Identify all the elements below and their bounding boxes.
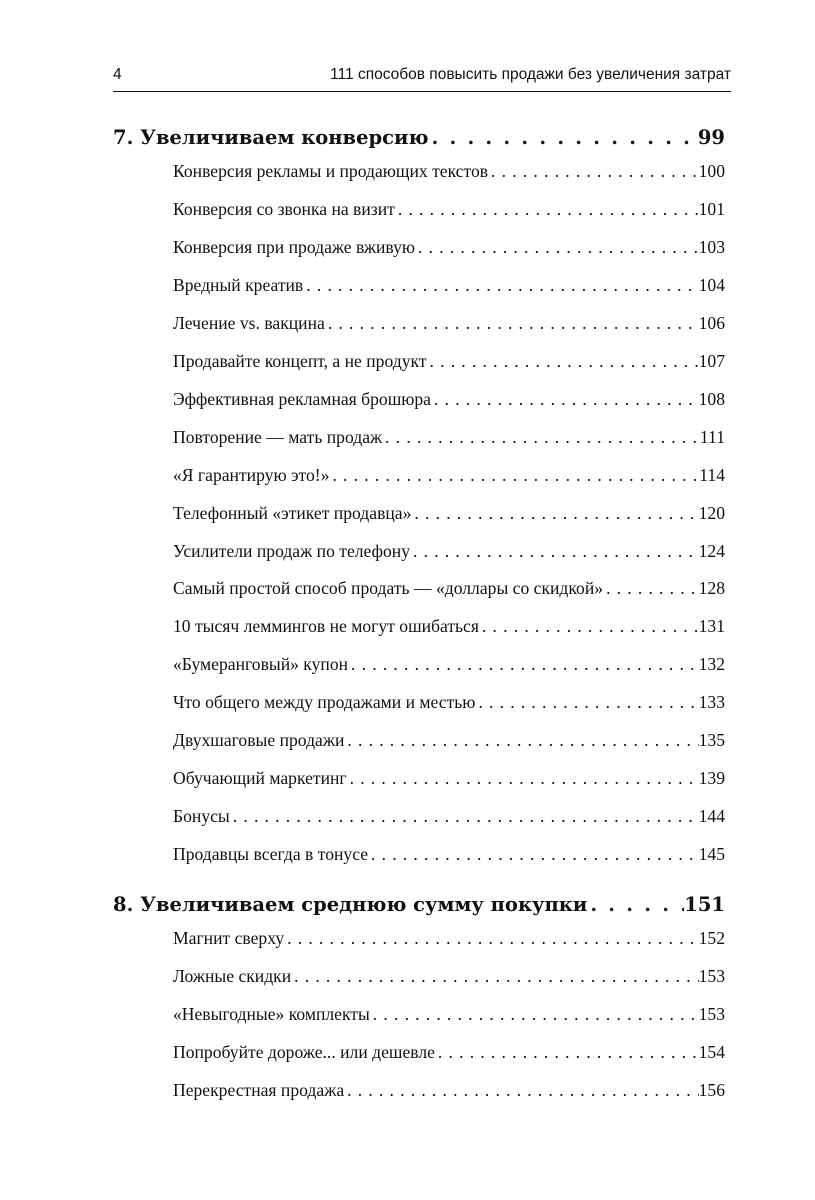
toc-entry[interactable]: [173, 503, 725, 529]
toc-entry[interactable]: [173, 427, 725, 453]
toc-entry[interactable]: [173, 1080, 725, 1106]
toc-entry-title: Обучающий маркетинг: [173, 768, 347, 788]
toc-entry[interactable]: [173, 578, 725, 604]
toc-entry-title: 10 тысяч леммингов не могут ошибаться: [173, 616, 479, 636]
toc-entry-title: Повторение — мать продаж: [173, 427, 383, 447]
toc-entry[interactable]: [173, 928, 725, 954]
toc-entry[interactable]: [173, 654, 725, 680]
toc-page-number: 135: [698, 730, 725, 750]
dot-leader: [368, 844, 699, 865]
dot-leader: [291, 966, 698, 987]
dot-leader: [344, 730, 698, 751]
dot-leader: [428, 126, 697, 149]
toc-entry-title: Продавцы всегда в тонусе: [173, 844, 369, 864]
toc-entry-title: Конверсия рекламы и продающих текстов: [173, 161, 489, 181]
toc-page-number: 154: [698, 1042, 725, 1062]
toc-page-number: 144: [698, 806, 725, 826]
toc-entry[interactable]: [173, 389, 725, 415]
toc-chapter-title: 8. Увеличиваем среднюю сумму покупки: [113, 893, 588, 916]
toc-entry-title: «Я гарантирую это!»: [173, 465, 330, 485]
toc-entry-title: Вредный креатив: [173, 275, 304, 295]
dot-leader: [348, 654, 699, 675]
toc-entry[interactable]: [173, 844, 725, 870]
toc-entry[interactable]: [173, 541, 725, 567]
dot-leader: [230, 806, 699, 827]
toc-entry[interactable]: [173, 161, 725, 187]
toc-page-number: 156: [698, 1080, 725, 1100]
dot-leader: [325, 313, 699, 334]
toc-entry-title: Что общего между продажами и местью: [173, 692, 476, 712]
toc-page-number: 101: [698, 199, 725, 219]
toc-page-number: 99: [697, 126, 725, 149]
dot-leader: [284, 928, 698, 949]
toc-entry[interactable]: [173, 199, 725, 225]
toc-page-number: 100: [698, 161, 725, 181]
toc-chapter-8[interactable]: [113, 893, 725, 923]
dot-leader: [431, 389, 699, 410]
toc-entry[interactable]: [173, 351, 725, 377]
toc-entry-title: Двухшаговые продажи: [173, 730, 345, 750]
toc-entry-title: Лечение vs. вакцина: [173, 313, 325, 333]
dot-leader: [382, 427, 700, 448]
page-number: 4: [113, 66, 122, 83]
toc-page-number: 103: [698, 237, 725, 257]
toc-page-number: 107: [698, 351, 725, 371]
toc-page-number: 133: [698, 692, 725, 712]
toc-entry[interactable]: [173, 692, 725, 718]
dot-leader: [395, 199, 699, 220]
toc-page-number: 153: [698, 966, 725, 986]
toc-entry-title: Самый простой способ продать — «доллары со скидкой»: [173, 578, 604, 598]
toc-page-number: 120: [698, 503, 725, 523]
book-title: 111 способов повысить продажи без увеличения затрат: [330, 66, 731, 83]
toc-entry[interactable]: [173, 237, 725, 263]
toc-entry-title: Эффективная рекламная брошюра: [173, 389, 431, 409]
toc-entry[interactable]: [173, 1042, 725, 1068]
toc-entry-title: Магнит сверху: [173, 928, 285, 948]
toc-page-number: 145: [698, 844, 725, 864]
dot-leader: [603, 578, 699, 599]
toc-page-number: 104: [698, 275, 725, 295]
toc-entry-title: Попробуйте дороже... или дешевле: [173, 1042, 435, 1062]
dot-leader: [410, 541, 699, 562]
toc-entry-title: Телефонный «этикет продавца»: [173, 503, 412, 523]
dot-leader: [347, 768, 699, 789]
toc-entry-title: «Невыгодные» комплекты: [173, 1004, 370, 1024]
dot-leader: [475, 692, 698, 713]
toc-entry[interactable]: [173, 966, 725, 992]
dot-leader: [344, 1080, 698, 1101]
toc-chapter-7[interactable]: [113, 126, 725, 156]
toc-entry-title: Бонусы: [173, 806, 230, 826]
toc-entry-title: Конверсия со звонка на визит: [173, 199, 395, 219]
toc-entry-title: Конверсия при продаже вживую: [173, 237, 416, 257]
dot-leader: [435, 1042, 699, 1063]
dot-leader: [415, 237, 699, 258]
toc-entry[interactable]: [173, 806, 725, 832]
dot-leader: [479, 616, 699, 637]
toc-page-number: 124: [698, 541, 725, 561]
toc-entry[interactable]: [173, 616, 725, 642]
toc-page-number: 128: [698, 578, 725, 598]
toc-page-number: 114: [699, 465, 725, 485]
toc-chapter-title: 7. Увеличиваем конверсию: [113, 126, 429, 149]
toc-entry[interactable]: [173, 313, 725, 339]
toc-entry[interactable]: [173, 768, 725, 794]
toc-page-number: 132: [698, 654, 725, 674]
toc-page-number: 106: [698, 313, 725, 333]
dot-leader: [427, 351, 699, 372]
toc-entry-title: Продавайте концепт, а не продукт: [173, 351, 427, 371]
dot-leader: [411, 503, 698, 524]
dot-leader: [329, 465, 699, 486]
toc-entry[interactable]: [173, 730, 725, 756]
toc-page-number: 139: [698, 768, 725, 788]
toc-page-number: 152: [698, 928, 725, 948]
dot-leader: [303, 275, 698, 296]
toc-entry[interactable]: [173, 275, 725, 301]
toc-page-number: 153: [698, 1004, 725, 1024]
toc-page-number: 108: [698, 389, 725, 409]
dot-leader: [488, 161, 699, 182]
toc-entry[interactable]: [173, 1004, 725, 1030]
toc-entry-title: Перекрестная продажа: [173, 1080, 345, 1100]
toc-entry[interactable]: [173, 465, 725, 491]
toc-entry-title: «Бумеранговый» купон: [173, 654, 349, 674]
toc-page-number: 151: [684, 893, 725, 916]
dot-leader: [370, 1004, 699, 1025]
toc-page-number: 111: [699, 427, 725, 447]
dot-leader: [587, 893, 684, 916]
toc-entry-title: Усилители продаж по телефону: [173, 541, 410, 561]
toc-page-number: 131: [698, 616, 725, 636]
toc-entry-title: Ложные скидки: [173, 966, 292, 986]
